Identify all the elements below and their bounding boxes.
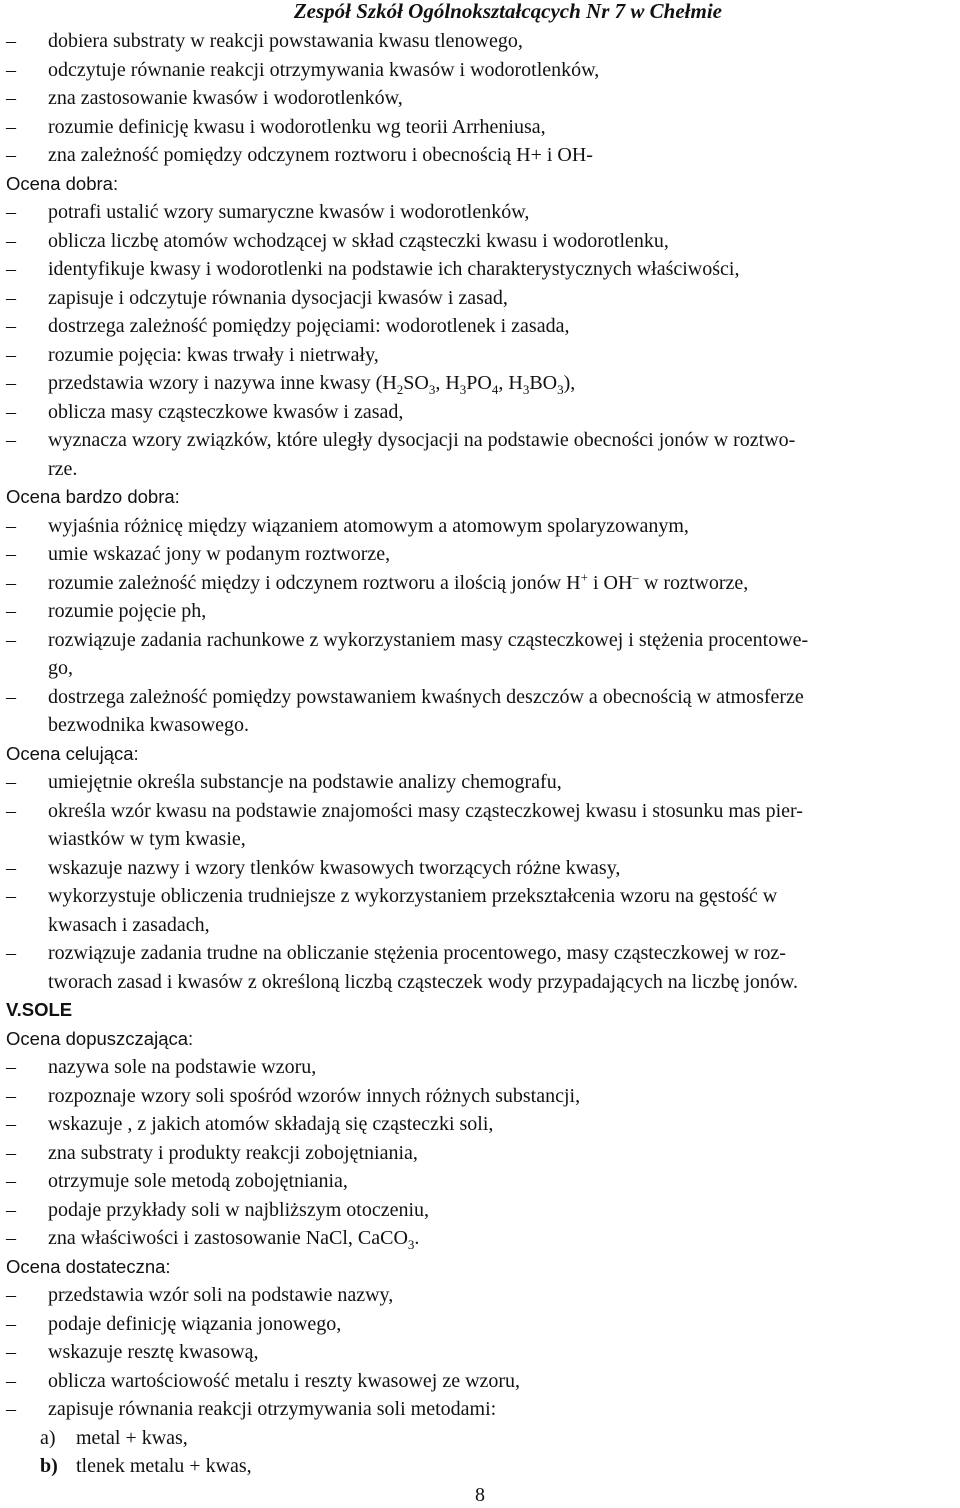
dash-bullet: – [6, 571, 16, 594]
item-text: wskazuje resztę kwasową, [48, 1341, 259, 1363]
document-body [6, 27, 950, 1481]
list-item [6, 939, 950, 996]
dash-bullet: – [6, 1084, 16, 1107]
text-run: BO [529, 372, 558, 394]
grade-heading: Ocena bardzo dobra: [6, 486, 180, 507]
lettered-item [6, 1424, 950, 1453]
list-item [6, 1110, 950, 1139]
dash-bullet: – [6, 685, 16, 708]
dash-bullet: – [6, 799, 16, 822]
dash-bullet: – [6, 628, 16, 651]
list-item [6, 626, 950, 683]
list-item [6, 1082, 950, 1111]
item-text: zapisuje równania reakcji otrzymywania soli metodami: [48, 1398, 497, 1420]
list-item [6, 683, 950, 740]
subscript: 3 [459, 382, 467, 397]
dash-bullet: – [6, 942, 16, 964]
list-item [6, 84, 950, 113]
list-item [6, 227, 950, 256]
list-item [6, 398, 950, 427]
dash-bullet: – [6, 1284, 16, 1306]
item-text: wskazuje , z jakich atomów składają się cząsteczki soli, [48, 1113, 494, 1135]
dash-bullet: – [6, 1113, 16, 1135]
list-item [6, 312, 950, 341]
item-text [48, 797, 950, 854]
item-line: kwasach i zasadach, [48, 913, 210, 936]
item-text: wyjaśnia różnicę między wiązaniem atomowym a atomowym spolaryzowanym, [48, 514, 689, 537]
item-letter: b) [40, 1455, 58, 1477]
list-item [6, 1338, 950, 1367]
item-text: tlenek metalu + kwas, [76, 1455, 252, 1477]
list-item [6, 540, 950, 569]
item-text: oblicza liczbę atomów wchodzącej w skład cząsteczki kwasu i wodorotlenku, [48, 229, 669, 252]
item-text [48, 569, 950, 598]
dash-bullet: – [6, 286, 16, 309]
list-item [6, 284, 950, 313]
dash-bullet: – [6, 1369, 16, 1392]
list-item [6, 1053, 950, 1082]
list-item [6, 797, 950, 854]
list-item [6, 768, 950, 797]
dash-bullet: – [6, 115, 16, 138]
item-text: rozumie pojęcia: kwas trwały i nietrwały, [48, 343, 379, 366]
dash-bullet: – [6, 30, 16, 52]
item-text: metal + kwas, [76, 1426, 188, 1449]
text-run: rozumie zależność między i odczynem roztworu a ilością jonów H [48, 571, 581, 594]
dash-bullet: – [6, 1056, 16, 1078]
grade-heading: Ocena dobra: [6, 172, 119, 194]
item-text: odczytuje równanie reakcji otrzymywania kwasów i wodorotlenków, [48, 58, 600, 81]
item-text: nazywa sole na podstawie wzoru, [48, 1056, 317, 1078]
text-run: , H [498, 372, 523, 394]
superscript: – [632, 568, 639, 584]
item-text [48, 369, 950, 398]
item-text [48, 426, 950, 483]
list-item [6, 1310, 950, 1339]
dash-bullet: – [6, 543, 16, 565]
text-run: i OH [587, 571, 633, 594]
grade-heading: Ocena dostateczna: [6, 1255, 171, 1277]
item-text: oblicza wartościowość metalu i reszty kwasowej ze wzoru, [48, 1369, 521, 1392]
item-text: rozpoznaje wzory soli spośród wzorów innych różnych substancji, [48, 1084, 581, 1107]
item-line: rze. [48, 457, 78, 480]
list-item [6, 27, 950, 56]
item-text: umiejętnie określa substancje na podstawie analizy chemografu, [48, 771, 562, 793]
item-text: wskazuje nazwy i wzory tlenków kwasowych tworzących różne kwasy, [48, 856, 621, 879]
subscript: 4 [491, 382, 499, 397]
item-text: przedstawia wzór soli na podstawie nazwy, [48, 1284, 394, 1306]
item-text [48, 939, 950, 996]
item-text [48, 683, 950, 740]
item-line: rozwiązuje zadania trudne na obliczanie stężenia procentowego, masy cząsteczkowej w roz- [48, 942, 786, 964]
item-line: bezwodnika kwasowego. [48, 714, 250, 736]
dash-bullet: – [6, 400, 16, 423]
dash-bullet: – [6, 600, 16, 622]
item-line: określa wzór kwasu na podstawie znajomości masy cząsteczkowej kwasu i stosunku mas pier- [48, 799, 803, 822]
dash-bullet: – [6, 87, 16, 109]
item-text: oblicza masy cząsteczkowe kwasów i zasad, [48, 400, 404, 423]
item-text: identyfikuje kwasy i wodorotlenki na podstawie ich charakterystycznych właściwości, [48, 258, 740, 280]
list-item [6, 854, 950, 883]
list-item [6, 369, 950, 398]
dash-bullet: – [6, 315, 16, 337]
list-item [6, 341, 950, 370]
item-text: dostrzega zależność pomiędzy pojęciami: wodorotlenek i zasada, [48, 315, 570, 337]
item-text: zapisuje i odczytuje równania dysocjacji kwasów i zasad, [48, 286, 508, 309]
text-run: ), [563, 372, 576, 394]
dash-bullet: – [6, 429, 16, 451]
text-run: przedstawia wzory i nazywa inne kwasy (H [48, 372, 397, 394]
item-text: potrafi ustalić wzory sumaryczne kwasów i wodorotlenków, [48, 201, 530, 223]
list-item [6, 426, 950, 483]
dash-bullet: – [6, 514, 16, 537]
dash-bullet: – [6, 343, 16, 366]
item-text [48, 626, 950, 683]
item-line: wykorzystuje obliczenia trudniejsze z wykorzystaniem przekształcenia wzoru na gęstość w [48, 885, 778, 907]
page-number: 8 [475, 1484, 485, 1506]
item-line: go, [48, 657, 73, 679]
list-item [6, 141, 950, 170]
list-item [6, 1281, 950, 1310]
item-text: umie wskazać jony w podanym roztworze, [48, 543, 391, 565]
dash-bullet: – [6, 58, 16, 81]
item-line: dostrzega zależność pomiędzy powstawaniem kwaśnych deszczów a obecnością w atmosferze [48, 685, 804, 708]
list-item [6, 1367, 950, 1396]
dash-bullet: – [6, 144, 16, 166]
dash-bullet: – [6, 771, 16, 793]
dash-bullet: – [6, 1227, 16, 1249]
grade-heading: Ocena dopuszczająca: [6, 1027, 194, 1049]
grade-heading: Ocena celująca: [6, 742, 139, 764]
subscript: 2 [396, 382, 404, 397]
item-letter: a) [40, 1426, 56, 1449]
dash-bullet: – [6, 1398, 16, 1420]
list-item [6, 882, 950, 939]
item-line: tworach zasad i kwasów z określoną liczbą cząsteczek wody przypadających na liczbę jonów. [48, 970, 799, 993]
dash-bullet: – [6, 856, 16, 879]
item-text [48, 1224, 950, 1253]
text-run: PO [466, 372, 492, 394]
list-item [6, 1139, 950, 1168]
list-item [6, 56, 950, 85]
list-item [6, 1196, 950, 1225]
text-run: SO [403, 372, 429, 394]
page-header: Zespół Szkół Ogólnokształcących Nr 7 w Chełmie [293, 0, 722, 23]
item-text: podaje definicję wiązania jonowego, [48, 1312, 342, 1335]
item-text: podaje przykłady soli w najbliższym otoczeniu, [48, 1198, 430, 1221]
list-item [6, 1224, 950, 1253]
lettered-item [6, 1452, 950, 1481]
text-run: w roztworze, [638, 571, 749, 594]
dash-bullet: – [6, 258, 16, 280]
list-item [6, 512, 950, 541]
item-line: wiastków w tym kwasie, [48, 828, 246, 850]
text-run: . [414, 1227, 420, 1249]
dash-bullet: – [6, 1198, 16, 1221]
list-item [6, 569, 950, 598]
item-text: zna substraty i produkty reakcji zobojętniania, [48, 1141, 418, 1164]
dash-bullet: – [6, 1312, 16, 1335]
item-text: dobiera substraty w reakcji powstawania kwasu tlenowego, [48, 30, 523, 52]
item-text: zna zależność pomiędzy odczynem roztworu i obecnością H+ i OH- [48, 144, 593, 166]
text-run: zna właściwości i zastosowanie NaCl, CaCO [48, 1227, 408, 1249]
subscript: 3 [407, 1237, 415, 1252]
list-item [6, 597, 950, 626]
item-line: rozwiązuje zadania rachunkowe z wykorzystaniem masy cząsteczkowej i stężenia procentowe- [48, 628, 809, 651]
item-text: rozumie pojęcie ph, [48, 600, 207, 622]
list-item [6, 113, 950, 142]
item-text [48, 882, 950, 939]
item-text: zna zastosowanie kwasów i wodorotlenków, [48, 87, 403, 109]
item-text: rozumie definicję kwasu i wodorotlenku wg teorii Arrheniusa, [48, 115, 546, 138]
list-item [6, 1395, 950, 1424]
subscript: 3 [557, 382, 564, 397]
dash-bullet: – [6, 1341, 16, 1363]
dash-bullet: – [6, 1141, 16, 1164]
list-item [6, 198, 950, 227]
item-text: otrzymuje sole metodą zobojętniania, [48, 1170, 348, 1192]
list-item [6, 255, 950, 284]
section-title: V.SOLE [6, 999, 73, 1020]
superscript: + [580, 568, 588, 584]
list-item [6, 1167, 950, 1196]
dash-bullet: – [6, 885, 16, 907]
dash-bullet: – [6, 201, 16, 223]
item-line: wyznacza wzory związków, które uległy dysocjacji na podstawie obecności jonów w roztwo- [48, 429, 796, 451]
subscript: 3 [522, 382, 530, 397]
dash-bullet: – [6, 372, 16, 394]
dash-bullet: – [6, 1170, 16, 1192]
dash-bullet: – [6, 229, 16, 252]
text-run: , H [435, 372, 460, 394]
subscript: 3 [428, 382, 436, 397]
